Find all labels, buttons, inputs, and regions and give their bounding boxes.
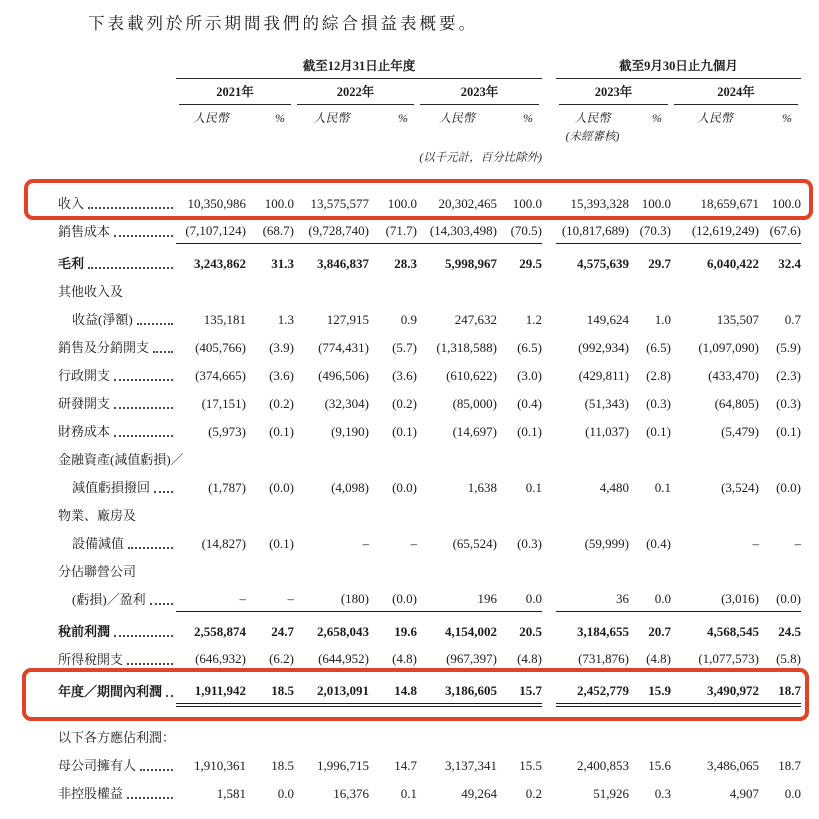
percent-cell: (71.7)	[369, 223, 417, 244]
row-label-text: 以下各方應佔利潤：	[58, 730, 176, 745]
row-label-text: 年度／期間內利潤	[58, 684, 163, 699]
percent-cell: 24.5	[778, 624, 801, 639]
percent-cell: 24.7	[271, 624, 294, 639]
amount-cell: (32,304)	[324, 396, 369, 411]
percent-cell: (0.1)	[517, 424, 542, 439]
amount-cell: –	[176, 591, 246, 612]
year-header: 2023年	[420, 82, 539, 105]
sub-header-row	[58, 105, 801, 128]
table-row	[58, 276, 801, 304]
amount-cell: 15,393,328	[570, 196, 629, 211]
dot-leader	[114, 379, 173, 381]
amount-cell: (14,303,498)	[417, 223, 497, 244]
amount-cell: 1,581	[216, 786, 246, 801]
percent-cell: (3.0)	[517, 368, 542, 383]
amount-cell: 2,013,091	[294, 683, 369, 704]
amount-cell: (4,098)	[331, 480, 369, 495]
year-header: 2024年	[674, 82, 798, 105]
row-label-text: 金融資產(減值虧損)／	[58, 452, 184, 467]
row-label	[58, 727, 176, 750]
dot-leader	[88, 207, 173, 209]
percent-cell: 20.5	[519, 624, 542, 639]
dot-leader	[114, 407, 173, 409]
table-row	[58, 616, 801, 644]
percent-cell: 15.7	[497, 683, 542, 704]
percent-cell: 0.7	[784, 312, 801, 327]
amount-cell: (5,973)	[208, 424, 246, 439]
dot-leader	[114, 435, 173, 437]
row-label	[58, 365, 176, 388]
percent-header: %	[275, 111, 285, 125]
row-label	[58, 253, 176, 276]
percent-cell: (0.1)	[646, 424, 671, 439]
percent-cell: 28.3	[394, 256, 417, 271]
percent-cell: 1.2	[525, 312, 542, 327]
amount-cell: 196	[417, 591, 497, 612]
amount-cell: 5,998,967	[445, 256, 497, 271]
table-row	[58, 360, 801, 388]
currency-header: 人民幣	[438, 111, 475, 125]
row-label	[58, 783, 176, 806]
table-body	[58, 188, 801, 806]
percent-cell: (4.8)	[497, 651, 542, 672]
percent-cell: (0.1)	[269, 424, 294, 439]
amount-cell: (433,470)	[708, 368, 759, 383]
percent-cell: (5.9)	[776, 340, 801, 355]
amount-cell: 4,154,002	[445, 624, 497, 639]
currency-header: 人民幣	[313, 111, 350, 125]
percent-cell: (0.2)	[392, 396, 417, 411]
amount-cell: 16,376	[333, 786, 369, 801]
amount-cell: (85,000)	[452, 396, 497, 411]
table-row	[58, 500, 801, 528]
percent-cell: 0.0	[784, 786, 801, 801]
row-label-text: 財務成本	[58, 424, 111, 439]
table-row	[58, 248, 801, 276]
percent-cell: (2.8)	[646, 368, 671, 383]
table-row	[58, 750, 801, 778]
table-row	[58, 556, 801, 584]
percent-cell: 32.4	[778, 256, 801, 271]
row-label	[58, 589, 176, 612]
amount-cell: 51,926	[593, 786, 629, 801]
row-label	[58, 281, 176, 304]
percent-cell: 100.0	[641, 196, 671, 211]
row-label	[58, 755, 176, 778]
dot-leader	[128, 547, 173, 549]
header-body-spacer	[58, 165, 801, 188]
currency-header: 人民幣	[192, 111, 229, 125]
percent-cell: (0.4)	[517, 396, 542, 411]
amount-cell: (59,999)	[584, 536, 629, 551]
amount-cell: (429,811)	[578, 368, 629, 383]
row-label-text: 分佔聯營公司	[58, 564, 137, 579]
table-row	[58, 388, 801, 416]
dot-leader	[127, 797, 173, 799]
unit-note-row	[58, 144, 801, 165]
percent-cell: (70.5)	[497, 223, 542, 244]
amount-cell: (180)	[294, 591, 369, 612]
amount-cell: (7,107,124)	[176, 223, 246, 244]
row-label-text: 設備減值	[72, 536, 125, 551]
percent-cell: (0.4)	[646, 536, 671, 551]
amount-cell: (9,190)	[331, 424, 369, 439]
percent-cell: (0.0)	[369, 591, 417, 612]
percent-cell: (0.1)	[392, 424, 417, 439]
amount-cell: 49,264	[461, 786, 497, 801]
year-header: 2023年	[559, 82, 668, 105]
amount-cell: 3,243,862	[194, 256, 246, 271]
percent-cell: (6.5)	[646, 340, 671, 355]
row-label-text: 所得稅開支	[58, 652, 124, 667]
table-row	[58, 444, 801, 472]
amount-cell: 247,632	[454, 312, 497, 327]
percent-cell: 19.6	[394, 624, 417, 639]
amount-cell: (1,318,588)	[436, 340, 497, 355]
table-row	[58, 304, 801, 332]
row-label	[58, 193, 176, 216]
row-label-text: 收入	[58, 196, 85, 211]
row-label	[58, 477, 176, 500]
amount-cell: (731,876)	[556, 651, 629, 672]
table-row	[58, 584, 801, 612]
table-row	[58, 778, 801, 806]
page-title: 下表載列於所示期間我們的綜合損益表概要。	[88, 14, 478, 33]
row-label	[58, 449, 184, 472]
row-label	[58, 393, 176, 416]
percent-cell: 1.3	[277, 312, 294, 327]
table-row	[58, 188, 801, 216]
percent-cell: 18.7	[759, 683, 801, 704]
row-label	[58, 649, 176, 672]
percent-cell: (2.3)	[776, 368, 801, 383]
percent-cell: 31.3	[271, 256, 294, 271]
amount-cell: (1,787)	[208, 480, 246, 495]
amount-cell: 1,996,715	[317, 758, 369, 773]
percent-cell: 18.5	[271, 758, 294, 773]
amount-cell: 2,400,853	[577, 758, 629, 773]
amount-cell: (64,805)	[714, 396, 759, 411]
percent-cell: (0.0)	[392, 480, 417, 495]
amount-cell: 3,184,655	[577, 624, 629, 639]
percent-cell: –	[246, 591, 294, 612]
percent-cell: (6.5)	[517, 340, 542, 355]
row-label-text: 其他收入及	[58, 284, 124, 299]
percent-cell: (0.2)	[269, 396, 294, 411]
row-label-text: 稅前利潤	[58, 624, 111, 639]
row-label	[58, 561, 176, 584]
amount-cell: (1,097,090)	[698, 340, 759, 355]
percent-cell: 29.5	[519, 256, 542, 271]
table-row	[58, 216, 801, 244]
row-label-text: 銷售成本	[58, 224, 111, 239]
amount-cell: (3,016)	[671, 591, 759, 612]
amount-cell: 135,181	[203, 312, 246, 327]
percent-cell: 29.7	[648, 256, 671, 271]
percent-cell: (5.8)	[759, 651, 801, 672]
percent-header: %	[398, 111, 408, 125]
percent-cell: 100.0	[512, 196, 542, 211]
amount-cell: 127,915	[326, 312, 369, 327]
unaudited-note: (未經審核)	[565, 131, 620, 143]
income-statement-table	[58, 55, 801, 806]
dot-leader	[140, 769, 173, 771]
amount-cell: 3,137,341	[445, 758, 497, 773]
year-header-row	[58, 79, 801, 105]
amount-cell: 3,846,837	[317, 256, 369, 271]
amount-cell: (1,077,573)	[671, 651, 759, 672]
percent-cell: 0.9	[400, 312, 417, 327]
percent-cell: 14.7	[394, 758, 417, 773]
percent-cell: 18.7	[778, 758, 801, 773]
percent-cell: (4.8)	[369, 651, 417, 672]
table-row	[58, 528, 801, 556]
percent-cell: 15.5	[519, 758, 542, 773]
amount-cell: 13,575,577	[310, 196, 369, 211]
unaudited-row	[58, 128, 801, 144]
row-label-text: 物業、廠房及	[58, 508, 137, 523]
amount-cell: 20,302,465	[438, 196, 497, 211]
percent-cell: 18.5	[246, 683, 294, 704]
percent-cell: 15.6	[648, 758, 671, 773]
percent-cell: (70.3)	[629, 223, 671, 244]
amount-cell: 1,638	[467, 480, 497, 495]
amount-cell: (405,766)	[195, 340, 246, 355]
row-label-text: 收益(淨額)	[72, 312, 133, 327]
amount-cell: (496,506)	[318, 368, 369, 383]
dot-leader	[114, 635, 173, 637]
dot-leader	[137, 323, 173, 325]
amount-cell: 2,658,043	[317, 624, 369, 639]
dot-leader	[166, 695, 173, 697]
amount-cell: 149,624	[586, 312, 629, 327]
percent-cell: 1.0	[654, 312, 671, 327]
row-label-text: 銷售及分銷開支	[58, 340, 150, 355]
percent-cell: 0.0	[277, 786, 294, 801]
dot-leader	[88, 267, 173, 269]
dot-leader	[114, 235, 173, 237]
amount-cell: (11,037)	[585, 424, 629, 439]
percent-cell: (67.6)	[759, 223, 801, 244]
percent-cell: 0.3	[654, 786, 671, 801]
amount-cell: (14,827)	[201, 536, 246, 551]
amount-cell: –	[752, 536, 759, 551]
percent-cell: (4.8)	[629, 651, 671, 672]
amount-cell: (65,524)	[452, 536, 497, 551]
percent-cell: 0.2	[525, 786, 542, 801]
table-row	[58, 416, 801, 444]
table-row	[58, 472, 801, 500]
percent-cell: 0.0	[497, 591, 542, 612]
group-header-row	[58, 55, 801, 79]
row-label-text: 非控股權益	[58, 786, 124, 801]
year-header: 2022年	[297, 82, 414, 105]
row-label	[58, 309, 176, 332]
amount-cell: (610,622)	[446, 368, 497, 383]
dot-leader	[153, 351, 173, 353]
percent-cell: (0.0)	[759, 591, 801, 612]
row-label-text: 母公司擁有人	[58, 758, 137, 773]
percent-cell: 0.1	[525, 480, 542, 495]
percent-cell: (5.7)	[392, 340, 417, 355]
percent-cell: 20.7	[648, 624, 671, 639]
amount-cell: 3,490,972	[671, 683, 759, 704]
amount-cell: (17,151)	[201, 396, 246, 411]
row-label-text: 減值虧損撥回	[72, 480, 151, 495]
percent-cell: 0.1	[400, 786, 417, 801]
amount-cell: (3,524)	[721, 480, 759, 495]
amount-cell: 10,350,986	[187, 196, 246, 211]
amount-cell: 1,910,361	[194, 758, 246, 773]
percent-cell: (0.1)	[776, 424, 801, 439]
percent-cell: (3.6)	[392, 368, 417, 383]
amount-cell: 135,507	[716, 312, 759, 327]
percent-cell: (0.3)	[776, 396, 801, 411]
table-row	[58, 644, 801, 672]
percent-cell: 0.1	[654, 480, 671, 495]
dot-leader	[154, 491, 173, 493]
amount-cell: 4,568,545	[707, 624, 759, 639]
percent-cell: 100.0	[387, 196, 417, 211]
year-header: 2021年	[179, 82, 291, 105]
percent-cell: 14.8	[369, 683, 417, 704]
amount-cell: (967,397)	[417, 651, 497, 672]
row-label	[58, 533, 176, 556]
row-label	[58, 621, 176, 644]
amount-cell: (12,619,249)	[671, 223, 759, 244]
amount-cell: 18,659,671	[700, 196, 759, 211]
percent-cell: 100.0	[771, 196, 801, 211]
percent-cell: (0.3)	[517, 536, 542, 551]
percent-header: %	[652, 111, 662, 125]
percent-cell: 100.0	[264, 196, 294, 211]
percent-cell: (0.0)	[269, 480, 294, 495]
currency-header: 人民幣	[574, 111, 611, 125]
percent-cell: –	[410, 536, 417, 551]
amount-cell: (9,728,740)	[294, 223, 369, 244]
amount-cell: (5,479)	[721, 424, 759, 439]
amount-cell: 3,486,065	[707, 758, 759, 773]
percent-cell: 15.9	[629, 683, 671, 704]
amount-cell: 3,186,605	[417, 683, 497, 704]
amount-cell: (51,343)	[584, 396, 629, 411]
row-label	[58, 505, 176, 528]
dot-leader	[150, 603, 173, 605]
amount-cell: (774,431)	[318, 340, 369, 355]
amount-cell: 4,575,639	[577, 256, 629, 271]
row-label-text: (虧損)／盈利	[72, 592, 146, 607]
percent-header: %	[782, 111, 792, 125]
row-label	[58, 421, 176, 444]
col-group-header: 截至9月30日止九個月	[556, 56, 801, 79]
table-row	[58, 722, 801, 750]
amount-cell: 4,480	[599, 480, 629, 495]
amount-cell: 36	[556, 591, 629, 612]
percent-cell: (0.0)	[776, 480, 801, 495]
table-row	[58, 332, 801, 360]
amount-cell: 1,911,942	[176, 683, 246, 704]
amount-cell: (644,952)	[294, 651, 369, 672]
row-label	[58, 337, 176, 360]
percent-cell: (0.3)	[646, 396, 671, 411]
percent-cell: (3.9)	[269, 340, 294, 355]
percent-cell: (3.6)	[269, 368, 294, 383]
row-label	[58, 221, 176, 244]
amount-cell: (992,934)	[578, 340, 629, 355]
amount-cell: 2,452,779	[556, 683, 629, 704]
row-label-text: 毛利	[58, 256, 85, 271]
percent-cell: (0.1)	[269, 536, 294, 551]
currency-header: 人民幣	[696, 111, 733, 125]
row-label-text: 行政開支	[58, 368, 111, 383]
amount-cell: 2,558,874	[194, 624, 246, 639]
unit-note: (以千元計，百分比除外)	[419, 152, 542, 164]
percent-cell: 0.0	[629, 591, 671, 612]
row-label	[58, 681, 176, 704]
table-row	[58, 676, 801, 704]
amount-cell: 4,907	[729, 786, 759, 801]
row-label-text: 研發開支	[58, 396, 111, 411]
percent-cell: –	[794, 536, 801, 551]
percent-cell: (6.2)	[246, 651, 294, 672]
amount-cell: (14,697)	[452, 424, 497, 439]
amount-cell: 6,040,422	[707, 256, 759, 271]
col-group-header: 截至12月31日止年度	[176, 56, 542, 79]
amount-cell: (10,817,689)	[556, 223, 629, 244]
percent-cell: (68.7)	[246, 223, 294, 244]
dot-leader	[127, 663, 173, 665]
amount-cell: (646,932)	[176, 651, 246, 672]
amount-cell: (374,665)	[195, 368, 246, 383]
percent-header: %	[523, 111, 533, 125]
amount-cell: –	[362, 536, 369, 551]
